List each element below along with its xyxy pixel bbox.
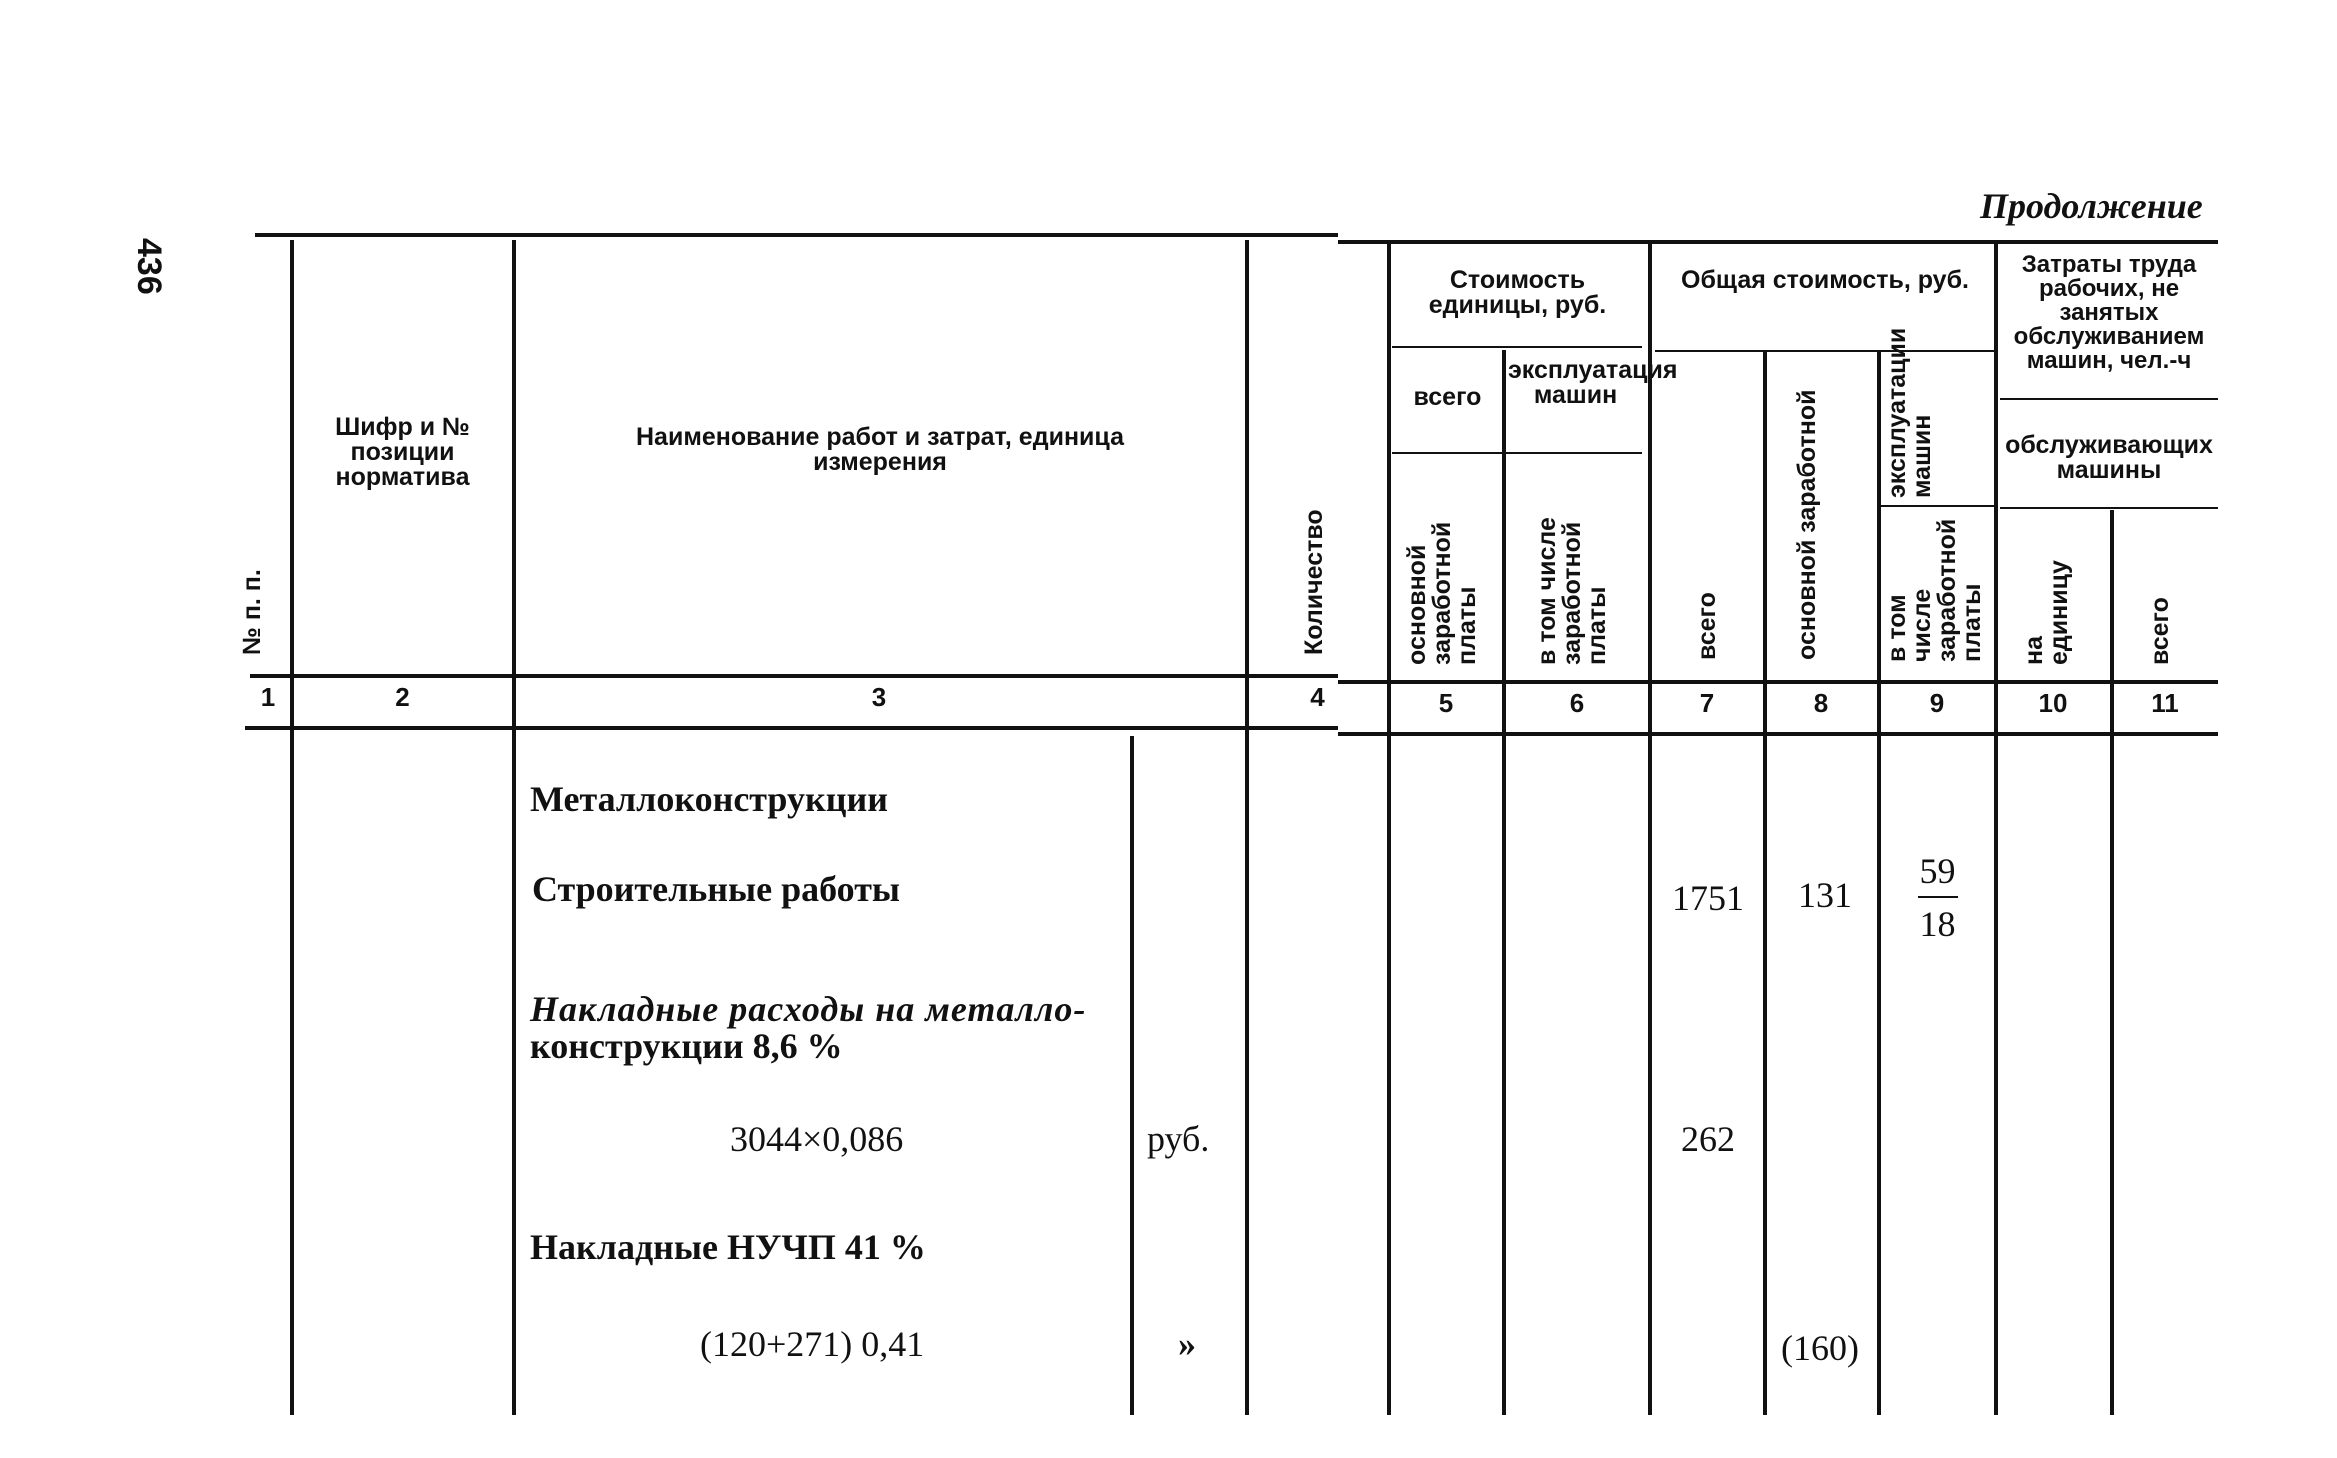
header-unit-total: всего (1413, 383, 1482, 411)
row-construction-works: Строительные работы (532, 869, 900, 909)
header-serving: обслуживающих машины (2005, 431, 2213, 484)
header-col11: всего (2146, 597, 2174, 665)
column-number: 1 (260, 682, 276, 712)
col-rule-10 (2110, 510, 2114, 1415)
row-metal-structures: Металлоконструкции (530, 779, 888, 819)
row-construction-wage: 131 (1798, 875, 1852, 915)
col-rule-3a (1130, 736, 1134, 1415)
header-unit-machine: эксплуатация машин (1508, 356, 1678, 409)
header-col8: основной заработной (1793, 389, 1821, 660)
header-total-cost-group: Общая стоимость, руб. (1681, 266, 1969, 294)
header-quantity: Количество (1300, 509, 1328, 655)
column-number: 10 (2038, 688, 2068, 718)
row-overhead-formula: 3044×0,086 (730, 1119, 904, 1159)
header-row-number: № п. п. (238, 569, 266, 655)
col-rule-8 (1877, 350, 1881, 1415)
row-nuchp-wage: (160) (1781, 1328, 1859, 1368)
header-col7: всего (1693, 592, 1721, 660)
table-top-rule-right (1338, 240, 2218, 244)
column-number: 2 (395, 682, 410, 712)
row-overhead-metal: Накладные расходы на металло- (530, 989, 1087, 1029)
column-number: 8 (1813, 688, 1829, 718)
col-rule-2 (512, 240, 516, 1415)
column-number: 5 (1438, 688, 1454, 718)
column-numbers-rule-right (1338, 732, 2218, 736)
col-rule-7 (1763, 350, 1767, 1415)
unit-cost-subrule (1392, 452, 1642, 454)
header-col6: в том числе заработной платы (1533, 517, 1611, 665)
header-col9: в том числе заработной платы (1883, 518, 1986, 662)
header-col10: на единицу (2020, 560, 2073, 665)
table-top-rule (255, 233, 1338, 237)
header-code: Шифр и № позиции норматива (335, 413, 470, 491)
header-bottom-rule (250, 674, 1338, 678)
header-labor-group: Затраты труда рабочих, не занятых обслуживанием машин, чел.-ч (2013, 251, 2205, 374)
column-numbers-rule (245, 726, 1338, 730)
header-unit-cost-group: Стоимость единицы, руб. (1428, 266, 1607, 319)
labor-rule (2000, 398, 2218, 400)
col-rule-4 (1387, 240, 1391, 1415)
header-name: Наименование работ и затрат, единица измерения (636, 423, 1124, 476)
machine-ops-rule (1880, 505, 1995, 507)
fraction-bar (1918, 896, 1958, 898)
header-bottom-rule-right (1338, 680, 2218, 684)
row-construction-machine-top: 59 (1919, 851, 1956, 891)
header-machine-ops: эксплуатации машин (1883, 327, 1936, 498)
page-number: 436 (130, 238, 168, 295)
unit-cost-rule (1392, 346, 1642, 348)
column-number: 11 (2151, 688, 2179, 718)
row-nuchp-formula: (120+271) 0,41 (700, 1324, 925, 1364)
col-rule-6 (1648, 240, 1652, 1415)
column-number: 9 (1929, 688, 1945, 718)
row-construction-total: 1751 (1672, 878, 1744, 918)
column-number: 6 (1569, 688, 1585, 718)
row-nuchp-unit: » (1178, 1324, 1196, 1364)
row-overhead-nuchp: Накладные НУЧП 41 % (530, 1227, 926, 1267)
total-cost-rule (1655, 350, 1995, 352)
serving-rule (2000, 507, 2218, 509)
column-number: 3 (871, 682, 887, 712)
col-rule-1 (290, 240, 294, 1415)
col-rule-5 (1502, 350, 1506, 1415)
continuation-label: Продолжение (1980, 186, 2203, 226)
header-col5: основной заработной платы (1403, 521, 1481, 665)
row-construction-machine-bottom: 18 (1919, 904, 1956, 944)
column-number: 4 (1310, 682, 1325, 712)
row-overhead-total: 262 (1681, 1119, 1735, 1159)
row-overhead-metal-cont: конструкции 8,6 % (530, 1026, 843, 1066)
col-rule-9 (1994, 240, 1998, 1415)
column-number: 7 (1699, 688, 1715, 718)
row-overhead-unit: руб. (1147, 1119, 1210, 1159)
col-rule-3 (1245, 240, 1249, 1415)
